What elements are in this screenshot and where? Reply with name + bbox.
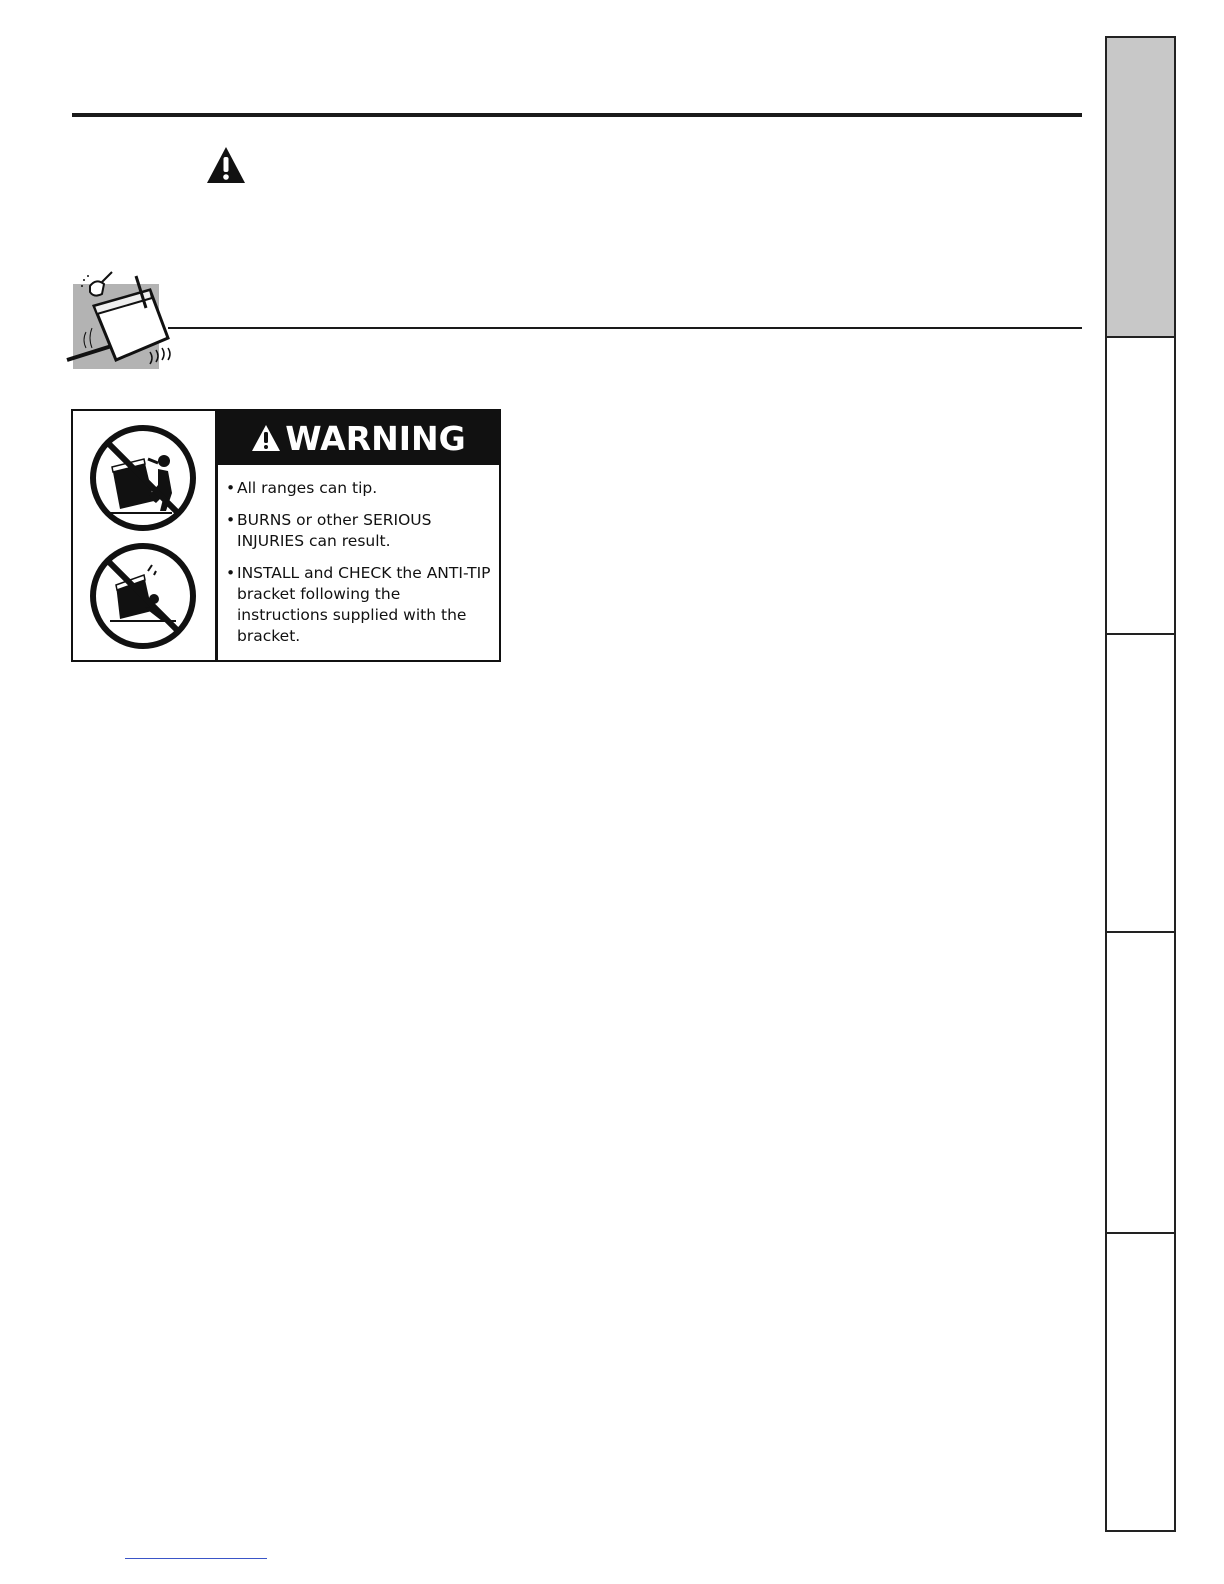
warning-item: • INSTALL and CHECK the ANTI-TIP bracket following the instructions supplied with the bracket. <box>226 563 491 647</box>
no-climbing-icon <box>88 541 198 651</box>
side-tab-3[interactable] <box>1107 635 1174 933</box>
warning-list <box>226 478 491 658</box>
alert-triangle-icon <box>206 145 246 185</box>
warning-item: • BURNS or other SERIOUS INJURIES can result. <box>226 510 491 552</box>
side-tab-5[interactable] <box>1107 1234 1174 1530</box>
section-divider <box>168 327 1082 329</box>
warning-item: • All ranges can tip. <box>226 478 491 499</box>
anti-tip-warning-label <box>71 409 501 662</box>
side-tab-2[interactable] <box>1107 338 1174 635</box>
no-tipping-icon <box>88 423 198 533</box>
side-tab-4[interactable] <box>1107 933 1174 1234</box>
top-rule <box>72 113 1082 117</box>
side-section-tabs <box>1105 36 1176 1532</box>
side-tab-safety-active[interactable] <box>1107 38 1174 338</box>
warning-title: WARNING <box>285 418 466 458</box>
warning-pictograms <box>73 411 218 660</box>
footer-link-underline[interactable] <box>125 1558 267 1559</box>
tipping-range-illustration <box>66 268 176 372</box>
warning-triangle-icon <box>251 424 281 452</box>
warning-header <box>218 411 499 465</box>
